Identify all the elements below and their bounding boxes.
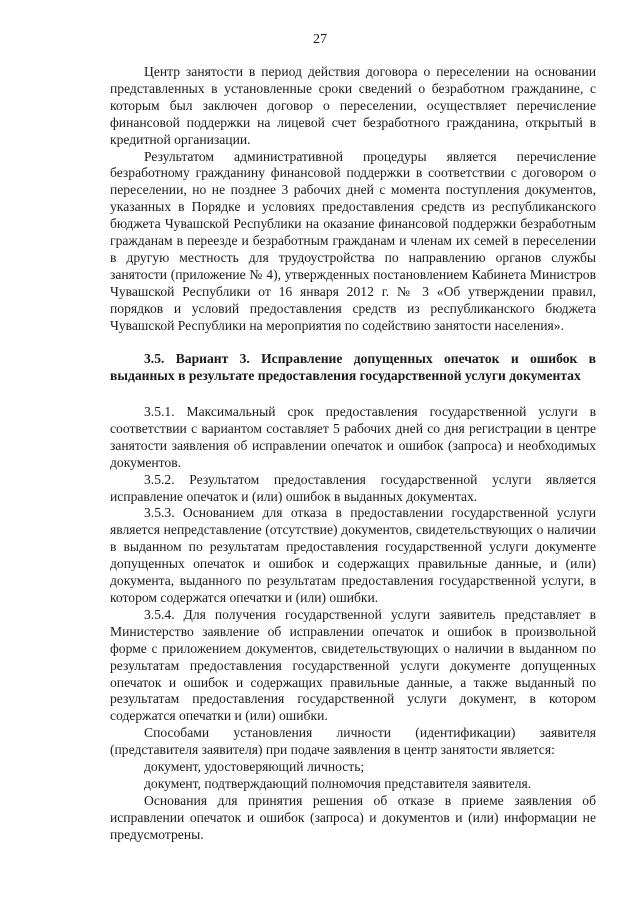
paragraph-refusal-grounds: Основания для принятия решения об отказе в приеме заявления об исправлении опечаток и ошибок (запроса) и документов и (или) информации не предусмотрены.: [110, 792, 596, 842]
paragraph-3-5-1: 3.5.1. Максимальный срок предоставления государственной услуги в соответствии с вариантом составляет 5 рабочих дней со дня регистрации в центре занятости заявления об исправлении опечаток и ошибок (запроса) и необходимых документов.: [110, 404, 596, 470]
paragraph-transfer-support: Центр занятости в период действия договора о переселении на основании представленных в установленные сроки сведений о безработном гражданине, с которым был заключен договор о переселении, осуществляет перечисление финансовой поддержки на лицевой счет безработного гражданина, открытый в кредитной организации.: [110, 64, 596, 147]
list-item-authority-document: документ, подтверждающий полномочия представителя заявителя.: [144, 775, 532, 791]
paragraph-procedure-result: Результатом административной процедуры является перечисление безработному гражданину финансовой поддержки в соответствии с договором о переселении, но не позднее 3 рабочих дней с момента поступления документов, указанных в Порядке и условиях предоставления средств из республиканского бюджета Чувашской Республики на оказание финансовой поддержки безработным гражданам в переезде и безработным гражданам и членам их семей в переселении в другую местность для трудоустройства по направлению органов службы занятости (приложение № 4), утвержденных постановлением Кабинета Министров Чувашской Республики от 16 января 2012 г. № 3 «Об утверждении правил, порядков и условий предоставления средств из республиканского бюджета Чувашской Республики на мероприятия по содействию занятости населения».: [110, 148, 596, 333]
paragraph-3-5-3: 3.5.3. Основанием для отказа в предоставлении государственной услуги является непредставление (отсутствие) документов, свидетельствующих о наличии в выданном по результатам предоставления государственной услуги документе допущенных опечаток и ошибок и содержащих правильные данные, и (или) документа, выданного по результатам предоставления государственной услуги, в котором содержатся опечатки и (или) ошибки.: [110, 505, 596, 605]
list-item-identity-document: документ, удостоверяющий личность;: [144, 759, 365, 775]
section-heading: 3.5. Вариант 3. Исправление допущенных опечаток и ошибок в выданных в результате предоставления государственной услуги документах: [110, 351, 596, 383]
top-text-block: [110, 64, 596, 335]
section-text-block: [110, 404, 596, 844]
paragraph-3-5-2: 3.5.2. Результатом предоставления государственной услуги является исправление опечаток и (или) ошибок в выданных документах.: [110, 471, 596, 504]
paragraph-3-5-4: 3.5.4. Для получения государственной услуги заявитель представляет в Министерство заявление об исправлении опечаток и ошибок в произвольной форме с приложением документов, свидетельствующих о наличии в выданном по результатам предоставления государственной услуги документе допущенных опечаток и ошибок и содержащих правильные данные, а также выданный по результатам предоставления государственной услуги документ, в котором содержатся опечатки и (или) ошибки.: [110, 606, 596, 724]
paragraph-identification-methods: Способами установления личности (идентификации) заявителя (представителя заявителя) при подаче заявления в центр занятости является:: [110, 725, 596, 758]
page-number: 27: [313, 32, 327, 47]
